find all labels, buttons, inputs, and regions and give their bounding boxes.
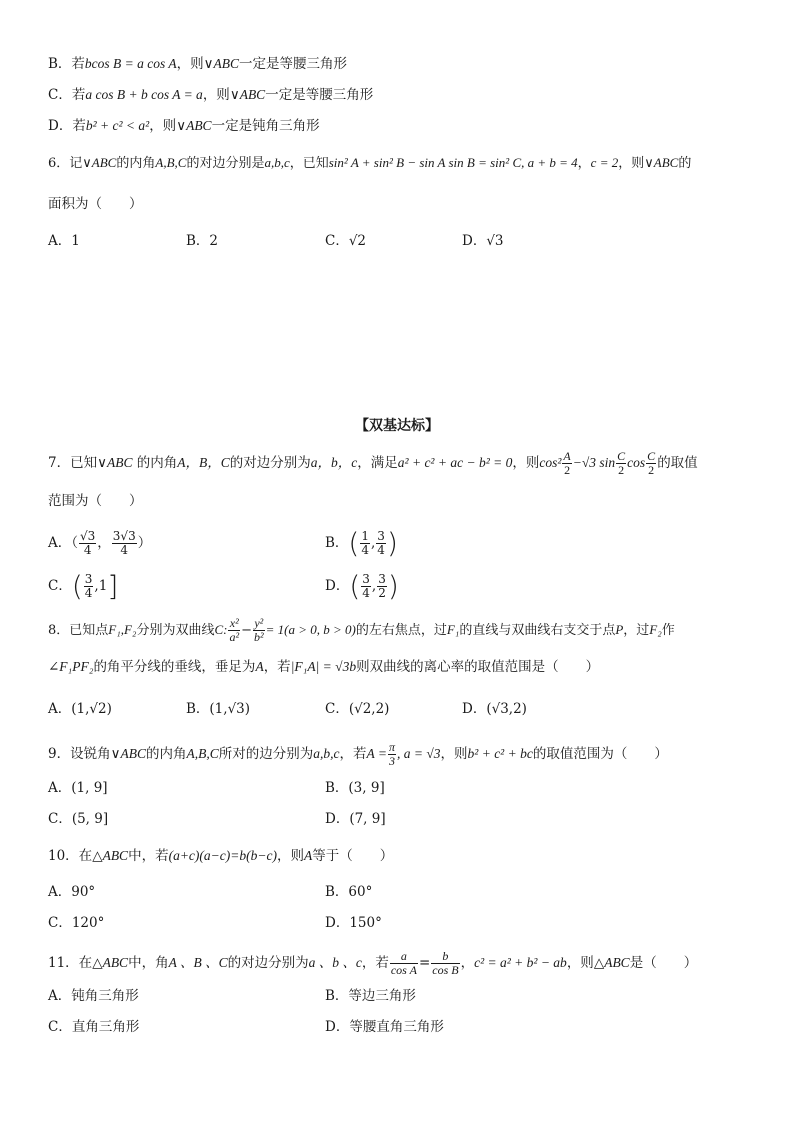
q9-option-d[interactable]: D．(7, 9] [325, 811, 386, 827]
question-6: 6．记∨ABC的内角A,B,C的对边分别是a,b,c，已知sin² A + sin² B − sin A sin B = sin² C, a + b = 4，c = 2，则∨ABC的 [48, 155, 692, 171]
question-6-line2: 面积为（ ） [48, 196, 143, 212]
fraction: $\frac{b}{\text{cos B}}$ [432, 949, 459, 977]
q6-option-a[interactable]: A．1 [48, 233, 80, 249]
fraction: $\frac{a}{\text{cos A}}$ [390, 949, 417, 977]
q11-option-b[interactable]: B．等边三角形 [325, 988, 416, 1004]
fraction: $\frac{\text{y²}}{\text{b²}}$ [253, 616, 264, 644]
q5-option-d[interactable]: D．若b² + c² < a²，则∨ABC一定是钝角三角形 [48, 118, 320, 134]
fraction: $\frac{3√3}{4}$ [112, 529, 136, 557]
q6-option-c[interactable]: C．√2 [325, 233, 367, 249]
question-7-line2: 范围为（ ） [48, 493, 143, 509]
left-paren-icon: ( [71, 569, 83, 603]
right-bracket-icon: ] [107, 569, 119, 603]
q10-option-c[interactable]: C．120° [48, 915, 105, 931]
q10-option-b[interactable]: B．60° [325, 884, 373, 900]
right-paren-icon: ) [386, 526, 398, 560]
q11-option-a[interactable]: A．钝角三角形 [48, 988, 139, 1004]
fraction: $\frac{3}{4}$ [362, 572, 370, 600]
q8-option-d[interactable]: D．(√3,2) [462, 701, 527, 717]
q6-option-d[interactable]: D．√3 [462, 233, 504, 249]
q10-option-a[interactable]: A．90° [48, 884, 96, 900]
question-8-line2: ∠F₁PF₂的角平分线的垂线，垂足为A，若|F₁A| = √3b则双曲线的离心率的取值范围是（ ） [48, 659, 600, 675]
question-9: 9．设锐角∨ABC的内角A,B,C所对的边分别为a,b,c，若A = $\frac{\pi}{3}$ , a = √3，则b² + c² + bc的取值范围为（ ） [48, 740, 668, 768]
q8-option-a[interactable]: A．(1,√2) [48, 701, 112, 717]
fraction: $\frac{\pi}{3}$ [388, 740, 395, 768]
q5-option-b[interactable]: B．若bcos B = a cos A，则∨ABC一定是等腰三角形 [48, 56, 348, 72]
q9-option-b[interactable]: B．(3, 9] [325, 780, 385, 796]
fraction: $\frac{C}{2}$ [617, 449, 626, 477]
q7-option-b[interactable]: B．( $\frac{1}{4}$ , $\frac{3}{4}$ ) [325, 526, 398, 560]
fraction: $\frac{1}{4}$ [361, 529, 369, 557]
q7-option-c[interactable]: C．( $\frac{3}{4}$ ,1] [48, 569, 119, 603]
question-10: 10．在△ABC中，若(a+c)(a−c)=b(b−c)，则A等于（ ） [48, 848, 394, 864]
fraction: $\frac{C}{2}$ [647, 449, 656, 477]
q6-option-b[interactable]: B．2 [186, 233, 219, 249]
fraction: $\frac{3}{2}$ [378, 572, 386, 600]
question-11: 11．在△ABC中，角A 、B 、C的对边分别为a 、b 、c，若 $\frac{a}{\text{cos A}}$ = $\frac{b}{\text{cos B}}$ ，c² = a² + b² − ab，则△ABC是（ ） [48, 949, 698, 977]
fraction: $\frac{√3}{4}$ [80, 529, 96, 557]
q10-option-d[interactable]: D．150° [325, 915, 382, 931]
q9-option-c[interactable]: C．(5, 9] [48, 811, 109, 827]
fraction: $\frac{\text{x²}}{\text{a²}}$ [229, 616, 240, 644]
right-paren-icon: ) [387, 569, 399, 603]
left-paren-icon: ( [349, 569, 361, 603]
left-paren-icon: ( [348, 526, 360, 560]
q7-option-a[interactable]: A．（ $\frac{√3}{4}$ ， $\frac{3√3}{4}$ ） [48, 529, 152, 557]
fraction: $\frac{3}{4}$ [84, 572, 93, 600]
q8-option-c[interactable]: C．(√2,2) [325, 701, 390, 717]
question-8: 8．已知点F₁,F₂分别为双曲线C: $\frac{\text{x²}}{\text{a²}}$ − $\frac{\text{y²}}{\text{b²}}$ = 1(a > 0, b > 0)的左右焦点，过F₁的直线与双曲线右支交于点P，过F₂作 [48, 616, 675, 644]
question-7: 7．已知∨ABC 的内角A，B，C的对边分别为a，b，c，满足a² + c² + ac − b² = 0，则cos² $\frac{A}{2}$ −√3 sin $\frac{C}{2}$ cos $\frac{C}{2}$ 的取值 [48, 449, 698, 477]
q11-option-d[interactable]: D．等腰直角三角形 [325, 1019, 444, 1035]
q7-option-d[interactable]: D．( $\frac{3}{4}$ , $\frac{3}{2}$ ) [325, 569, 399, 603]
fraction: $\frac{A}{2}$ [563, 449, 571, 477]
q11-option-c[interactable]: C．直角三角形 [48, 1019, 140, 1035]
fraction: $\frac{3}{4}$ [377, 529, 385, 557]
q5-option-c[interactable]: C．若a cos B + b cos A = a，则∨ABC一定是等腰三角形 [48, 87, 374, 103]
q8-option-b[interactable]: B．(1,√3) [186, 701, 251, 717]
q9-option-a[interactable]: A．(1, 9] [48, 780, 108, 796]
section-heading: 【双基达标】 [355, 418, 439, 434]
